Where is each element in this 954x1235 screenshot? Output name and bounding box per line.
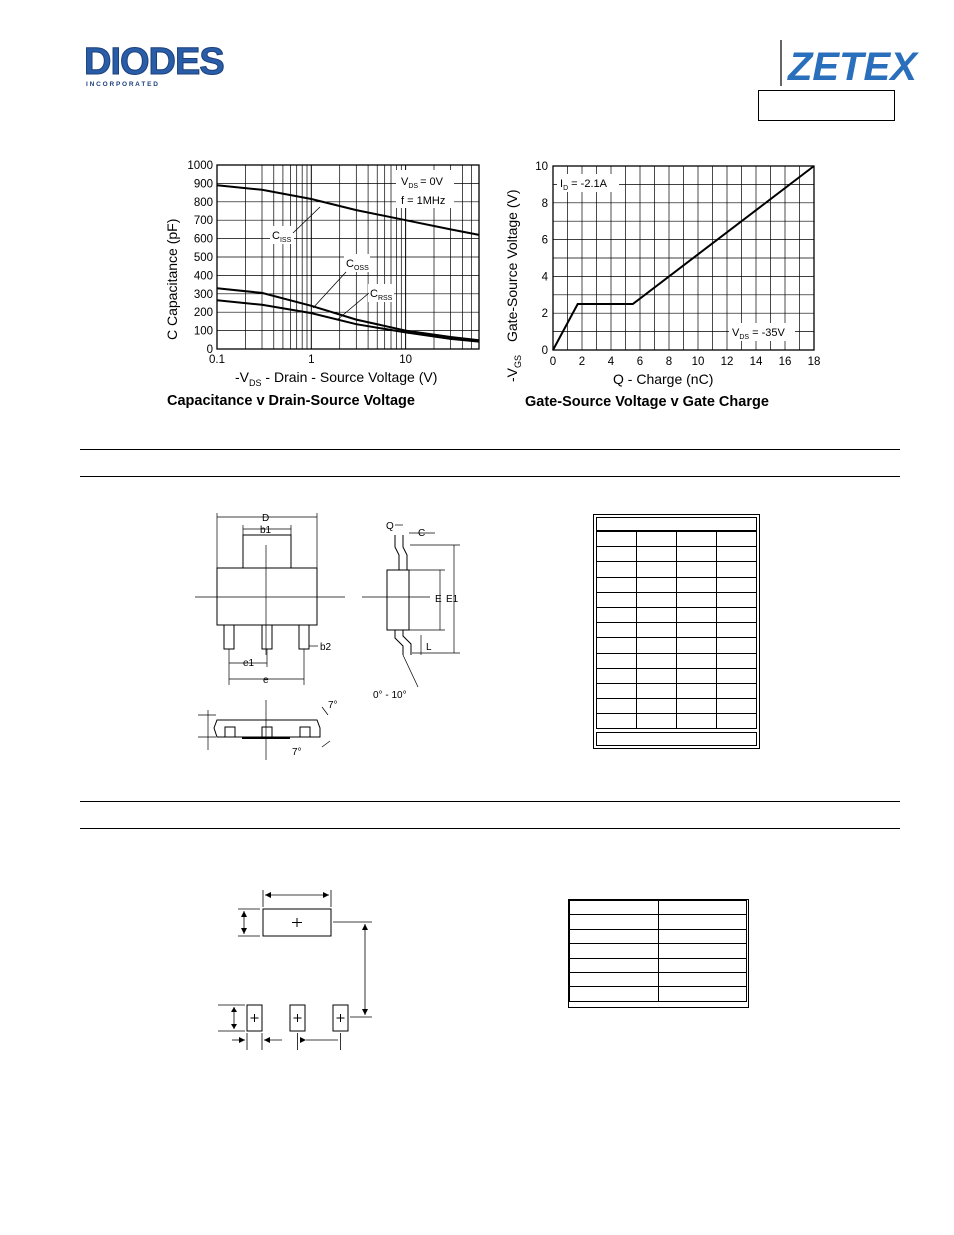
table-cell (717, 699, 757, 714)
table-cell (637, 577, 677, 592)
table-cell (717, 668, 757, 683)
table-cell (570, 958, 659, 972)
table-row (597, 532, 757, 547)
table-cell (677, 592, 717, 607)
table-cell (717, 577, 757, 592)
table-cell (658, 915, 747, 929)
table-cell (637, 592, 677, 607)
y-tick-label: 400 (193, 270, 213, 283)
x-tick-label: 6 (636, 356, 644, 368)
table-cell (637, 562, 677, 577)
table-cell (597, 714, 637, 729)
section-rule-top-1 (80, 449, 900, 450)
table-row (597, 623, 757, 638)
table-cell (597, 668, 637, 683)
table-row (597, 592, 757, 607)
section-rule-bottom-1 (80, 476, 900, 477)
dim-C: C (418, 528, 426, 539)
y-tick-label: 600 (193, 233, 213, 246)
table-cell (677, 623, 717, 638)
section-rule-bottom-2 (80, 828, 900, 829)
table-cell (597, 607, 637, 622)
y-tick-label: 10 (535, 161, 548, 173)
dim-angle-top: 7° (328, 700, 338, 711)
table-cell (597, 532, 637, 547)
part-number-box (758, 90, 895, 121)
table-cell (658, 929, 747, 943)
dim-E: E (435, 594, 442, 605)
table-cell (717, 638, 757, 653)
table-cell (717, 562, 757, 577)
x-tick-label: 0.1 (209, 354, 225, 366)
pad-layout-drawing (210, 885, 380, 1055)
dimensions-table (593, 514, 760, 749)
table-row (570, 944, 747, 958)
table-cell (637, 714, 677, 729)
table-row (597, 668, 757, 683)
table-cell (677, 607, 717, 622)
table-cell (717, 547, 757, 562)
table-cell (597, 577, 637, 592)
capacitance-ylabel: C Capacitance (pF) (164, 218, 180, 340)
table-cell (658, 958, 747, 972)
table-cell (677, 683, 717, 698)
diodes-logo (84, 40, 254, 88)
x-tick-label: 18 (807, 356, 821, 368)
y-tick-label: 8 (541, 197, 548, 210)
table-row (597, 562, 757, 577)
table-row (597, 577, 757, 592)
capacitance-chart (155, 150, 490, 415)
y-tick-label: 0 (206, 344, 213, 356)
table-cell (597, 683, 637, 698)
table-row (597, 653, 757, 668)
table-cell (570, 987, 659, 1001)
x-tick-label: 4 (607, 356, 615, 368)
table-cell (597, 638, 637, 653)
table-cell (677, 577, 717, 592)
x-tick-label: 2 (578, 356, 586, 368)
gate-charge-chart-grid (553, 166, 814, 350)
series-line-coss (217, 288, 479, 340)
x-tick-label: 1 (308, 354, 315, 366)
table-row (597, 638, 757, 653)
table-row (570, 972, 747, 986)
table-cell (637, 653, 677, 668)
dim-Q: Q (386, 521, 394, 532)
table-row (570, 915, 747, 929)
table-cell (570, 915, 659, 929)
dim-angle: 0° - 10° (373, 690, 407, 701)
dim-e: e (263, 675, 269, 686)
table-row (570, 958, 747, 972)
capacitance-xlabel: $-V_{DS}$ - Drain - Source Voltage (V) (235, 369, 438, 388)
dimensions-table-footer (596, 732, 757, 746)
x-tick-label: 10 (399, 354, 413, 366)
dimensions-table-header (596, 517, 757, 531)
table-row (570, 987, 747, 1001)
y-tick-label: 1000 (187, 160, 213, 172)
vds-label: $V_{DS} = 0V$ (401, 176, 444, 190)
table-cell (658, 944, 747, 958)
table-cell (717, 653, 757, 668)
y-tick-label: 100 (193, 325, 213, 338)
table-cell (637, 668, 677, 683)
dim-angle-bottom: 7° (292, 747, 302, 758)
y-tick-label: 900 (193, 178, 213, 191)
y-tick-label: 700 (193, 215, 213, 228)
capacitance-caption: Capacitance v Drain-Source Voltage (167, 393, 415, 409)
y-tick-label: 0 (541, 345, 548, 357)
section-rule-top-2 (80, 801, 900, 802)
table-cell (677, 714, 717, 729)
dim-E1: E1 (446, 594, 459, 605)
table-row (597, 683, 757, 698)
table-cell (597, 653, 637, 668)
table-cell (570, 929, 659, 943)
y-tick-label: 2 (541, 308, 548, 321)
table-cell (637, 683, 677, 698)
table-row (597, 714, 757, 729)
table-row (570, 929, 747, 943)
table-cell (717, 532, 757, 547)
table-cell (717, 714, 757, 729)
gate-charge-caption: Gate-Source Voltage v Gate Charge (525, 394, 769, 410)
x-tick-label: 8 (665, 356, 673, 368)
table-cell (570, 972, 659, 986)
table-cell (717, 683, 757, 698)
x-tick-label: 12 (720, 356, 734, 368)
freq-label: f = 1MHz (401, 195, 446, 207)
table-cell (677, 699, 717, 714)
dim-L: L (426, 642, 432, 653)
table-cell (637, 547, 677, 562)
table-cell (717, 607, 757, 622)
gate-charge-chart (495, 150, 825, 415)
table-cell (677, 638, 717, 653)
table-cell (570, 944, 659, 958)
x-tick-label: 0 (549, 356, 557, 368)
table-cell (658, 972, 747, 986)
table-cell (597, 562, 637, 577)
table-row (597, 699, 757, 714)
table-cell (637, 638, 677, 653)
table-cell (677, 547, 717, 562)
table-cell (677, 668, 717, 683)
table-row (570, 901, 747, 915)
table-cell (677, 562, 717, 577)
table-cell (597, 699, 637, 714)
table-cell (637, 623, 677, 638)
table-cell (637, 532, 677, 547)
table-cell (637, 699, 677, 714)
y-tick-label: 4 (541, 271, 548, 284)
table-cell (717, 592, 757, 607)
dim-D: D (262, 513, 270, 524)
table-row (597, 607, 757, 622)
table-cell (597, 592, 637, 607)
table-row (597, 547, 757, 562)
coss-label: $C_{OSS}$ (346, 258, 369, 272)
zetex-logo (778, 38, 917, 89)
x-tick-label: 14 (749, 356, 763, 368)
dim-b2: b2 (320, 642, 332, 653)
y-tick-label: 300 (193, 288, 213, 301)
crss-label: $C_{RSS}$ (370, 288, 393, 302)
gate-charge-xlabel: Q - Charge (nC) (613, 371, 714, 387)
y-tick-label: 500 (193, 252, 213, 264)
x-tick-label: 16 (778, 356, 792, 368)
gate-charge-ylabel: Gate-Source Voltage (V) (504, 189, 520, 342)
diodes-logo-sub: I N C O R P O R A T E D (86, 81, 158, 88)
table-cell (597, 547, 637, 562)
vds-35-label: $V_{DS} = -35V$ (732, 327, 785, 341)
gate-charge-ylabel-vgs: $-V_{GS}$ (504, 354, 523, 382)
table-cell (677, 653, 717, 668)
dim-b1: b1 (260, 525, 272, 536)
table-cell (717, 623, 757, 638)
id-label: $I_D = -2.1A$ (560, 178, 607, 192)
diodes-logo-text: DIODES (84, 41, 224, 83)
table-cell (597, 623, 637, 638)
y-tick-label: 200 (193, 307, 213, 320)
zetex-logo-text: ZETEX (788, 45, 917, 89)
table-cell (677, 532, 717, 547)
package-outline-drawing (190, 505, 480, 770)
ciss-label: $C_{ISS}$ (272, 230, 292, 244)
pad-dimensions-table (568, 899, 749, 1008)
table-cell (637, 607, 677, 622)
x-tick-label: 10 (691, 356, 705, 368)
table-cell (658, 987, 747, 1001)
table-cell (570, 901, 659, 915)
table-cell (658, 901, 747, 915)
y-tick-label: 6 (541, 234, 548, 247)
y-tick-label: 800 (193, 196, 213, 209)
dim-e1: e1 (243, 658, 255, 669)
